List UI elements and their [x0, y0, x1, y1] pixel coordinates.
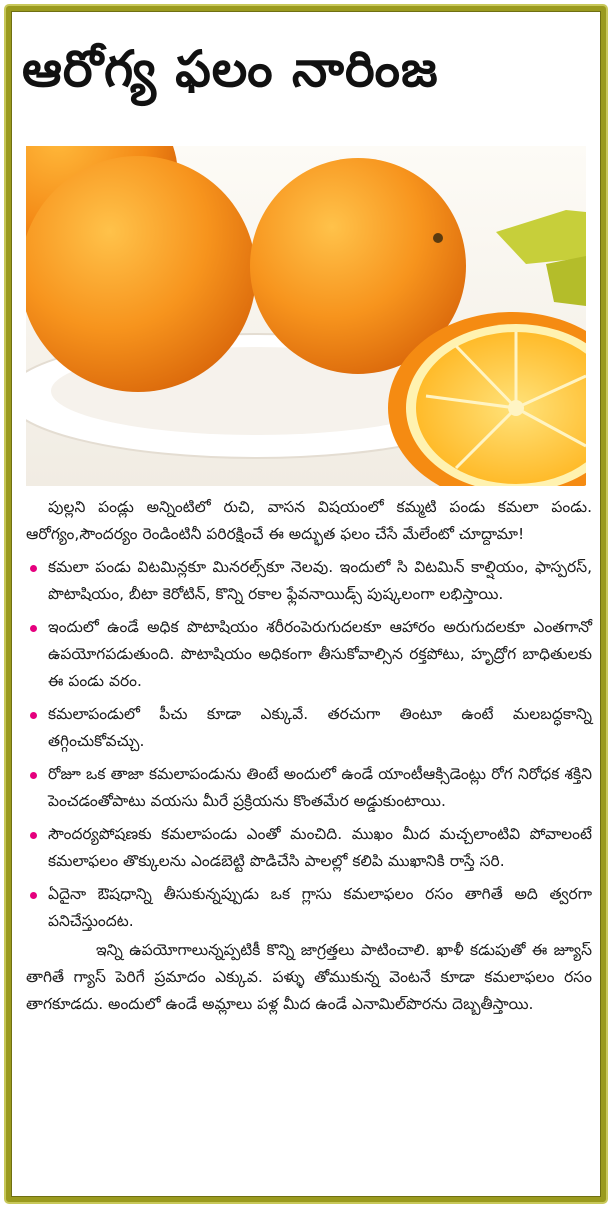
- article-body: [26, 494, 592, 1018]
- list-item-text: సౌందర్యపోషణకు కమలాపండు ఎంతో మంచిది. ముఖం మీద మచ్చలాంటివి పోవాలంటే కమలాఫలం తొక్కులను ఎండబెట్టి పొడిచేసి పాలల్లో కలిపి ముఖానికి రాస్తే సరి.: [48, 825, 592, 870]
- bullet-icon: [30, 892, 37, 899]
- article-title: ఆరోగ్య ఫలం నారింజ: [22, 40, 439, 98]
- oranges-photo: [26, 146, 586, 486]
- benefits-list: [26, 554, 592, 935]
- list-item-text: ఇందులో ఉండే అధిక పొటాషియం శరీరంపెరుగుదలకూ ఆహారం అరుగుదలకూ ఎంతగానో ఉపయోగపడుతుంది. పొటాషియం అధికంగా తీసుకోవాల్సిన రక్తపోటు, హృద్రోగ బాధితులకు ఈ పండు వరం.: [48, 618, 592, 690]
- list-item: [26, 761, 592, 815]
- list-item: [26, 881, 592, 935]
- oranges-illustration: [26, 146, 586, 486]
- bullet-icon: [30, 625, 37, 632]
- list-item-text: కమలా పండు విటమిన్లకూ మినరల్స్‌కూ నెలవు. ఇందులో సి విటమిన్ కాల్షియం, ఫాస్పరస్, పొటాషియం, బీటా కెరోటిన్, కొన్ని రకాల ఫ్లేవనాయిడ్స్ పుష్కలంగా లభిస్తాయి.: [48, 558, 592, 603]
- bullet-icon: [30, 712, 37, 719]
- bullet-icon: [30, 832, 37, 839]
- list-item-text: ఏదైనా ఔషధాన్ని తీసుకున్నప్పుడు ఒక గ్లాసు కమలాఫలం రసం తాగితే అది త్వరగా పనిచేస్తుందట.: [48, 885, 592, 930]
- bullet-icon: [30, 565, 37, 572]
- list-item: [26, 701, 592, 755]
- list-item: [26, 614, 592, 695]
- list-item-text: రోజూ ఒక తాజా కమలాపండును తింటే అందులో ఉండే యాంటీఆక్సిడెంట్లు రోగ నిరోధక శక్తిని పెంచడంతోపాటు వయసు మీరే ప్రక్రియను కొంతమేర అడ్డుకుంటాయి.: [48, 765, 592, 810]
- list-item: [26, 821, 592, 875]
- closing-paragraph: ఇన్ని ఉపయోగాలున్నప్పటికీ కొన్ని జాగ్రత్తలు పాటించాలి. ఖాళీ కడుపుతో ఈ జ్యూస్ తాగితే గ్యాస్ పెరిగే ప్రమాదం ఎక్కువ. పళ్ళు తోముకున్న వెంటనే కూడా కమలాఫలం రసం తాగకూడదు. అందులో ఉండే అమ్లాలు పళ్ల మీద ఉండే ఎనామిల్‌పొరను దెబ్బతీస్తాయి.: [26, 941, 592, 1013]
- bullet-icon: [30, 772, 37, 779]
- list-item-text: కమలాపండులో పీచు కూడా ఎక్కువే. తరచుగా తింటూ ఉంటే మలబద్ధకాన్ని తగ్గించుకోవచ్చు.: [48, 705, 592, 750]
- list-item: [26, 554, 592, 608]
- intro-paragraph: పుల్లని పండ్లు అన్నింటిలో రుచి, వాసన విషయంలో కమ్మటి పండు కమలా పండు. ఆరోగ్యం,సౌందర్యం రెండింటినీ పరిరక్షించే ఈ అద్భుత ఫలం చేసే మేలేంటో చూద్దామా!: [26, 498, 592, 543]
